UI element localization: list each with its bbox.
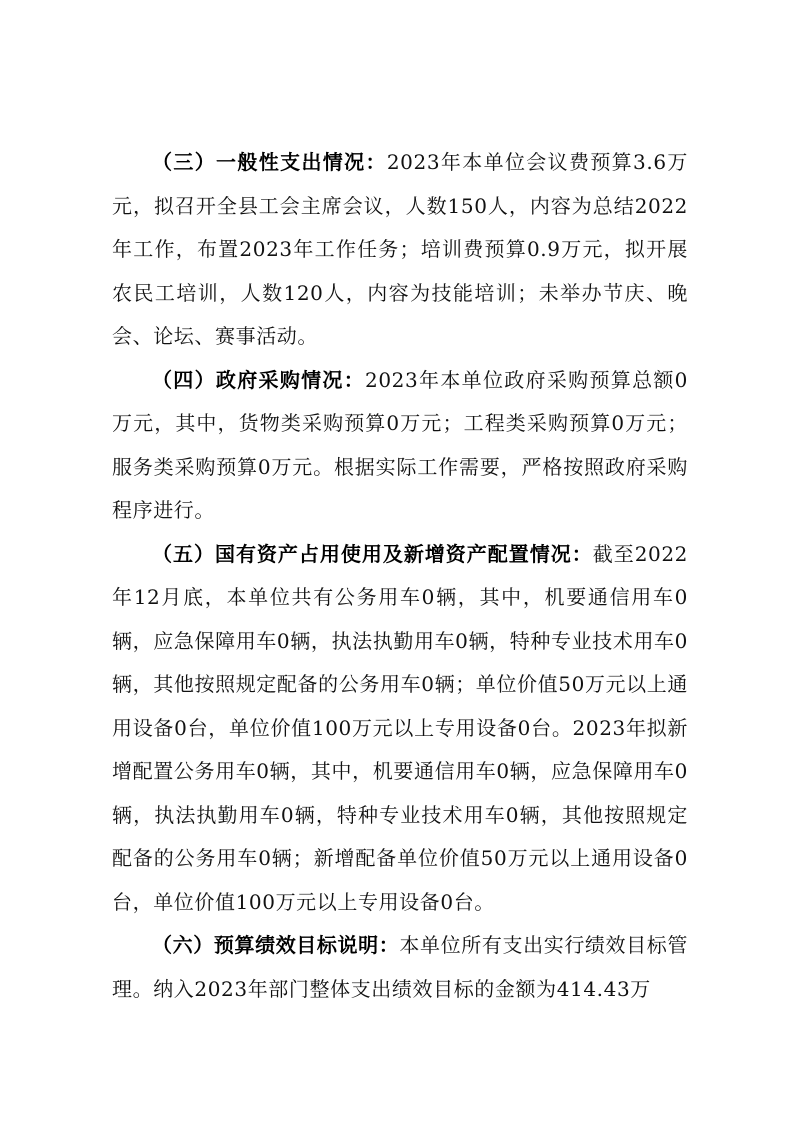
document-body <box>112 141 688 1011</box>
section-heading: （四）政府采购情况： <box>152 367 366 392</box>
section-government-procurement <box>112 359 688 533</box>
section-heading: （三）一般性支出情况： <box>152 150 387 174</box>
section-heading: （五）国有资产占用使用及新增资产配置情况： <box>152 541 593 566</box>
section-performance-goals <box>112 924 688 1011</box>
section-text: 2023年本单位会议费预算3.6万元，拟召开全县工会主席会议，人数150人，内容为总结2022年工作，布置2023年工作任务；培训费预算0.9万元，拟开展农民工培训，人数120人，内容为技能培训；未举办节庆、晚会、论坛、赛事活动。 <box>112 150 688 348</box>
section-state-assets <box>112 533 688 925</box>
section-heading: （六）预算绩效目标说明： <box>152 933 400 957</box>
section-text: 2023年本单位政府采购预算总额0万元，其中，货物类采购预算0万元；工程类采购预算0万元；服务类采购预算0万元。根据实际工作需要，严格按照政府采购程序进行。 <box>112 367 688 522</box>
section-general-expenditure <box>112 141 688 359</box>
section-text: 本单位所有支出实行绩效目标管理。纳入2023年部门整体支出绩效目标的金额为414.43万 <box>112 933 688 1001</box>
section-text: 截至2022年12月底，本单位共有公务用车0辆，其中，机要通信用车0辆，应急保障用车0辆，执法执勤用车0辆，特种专业技术用车0辆，其他按照规定配备的公务用车0辆；单位价值50万元以上通用设备0台，单位价值100万元以上专用设备0台。2023年拟新增配置公务用车0辆，其中，机要通信用车0辆，应急保障用车0辆，执法执勤用车0辆，特种专业技术用车0辆，其他按照规定配备的公务用车0辆；新增配备单位价值50万元以上通用设备0台，单位价值100万元以上专用设备0台。 <box>112 541 688 914</box>
